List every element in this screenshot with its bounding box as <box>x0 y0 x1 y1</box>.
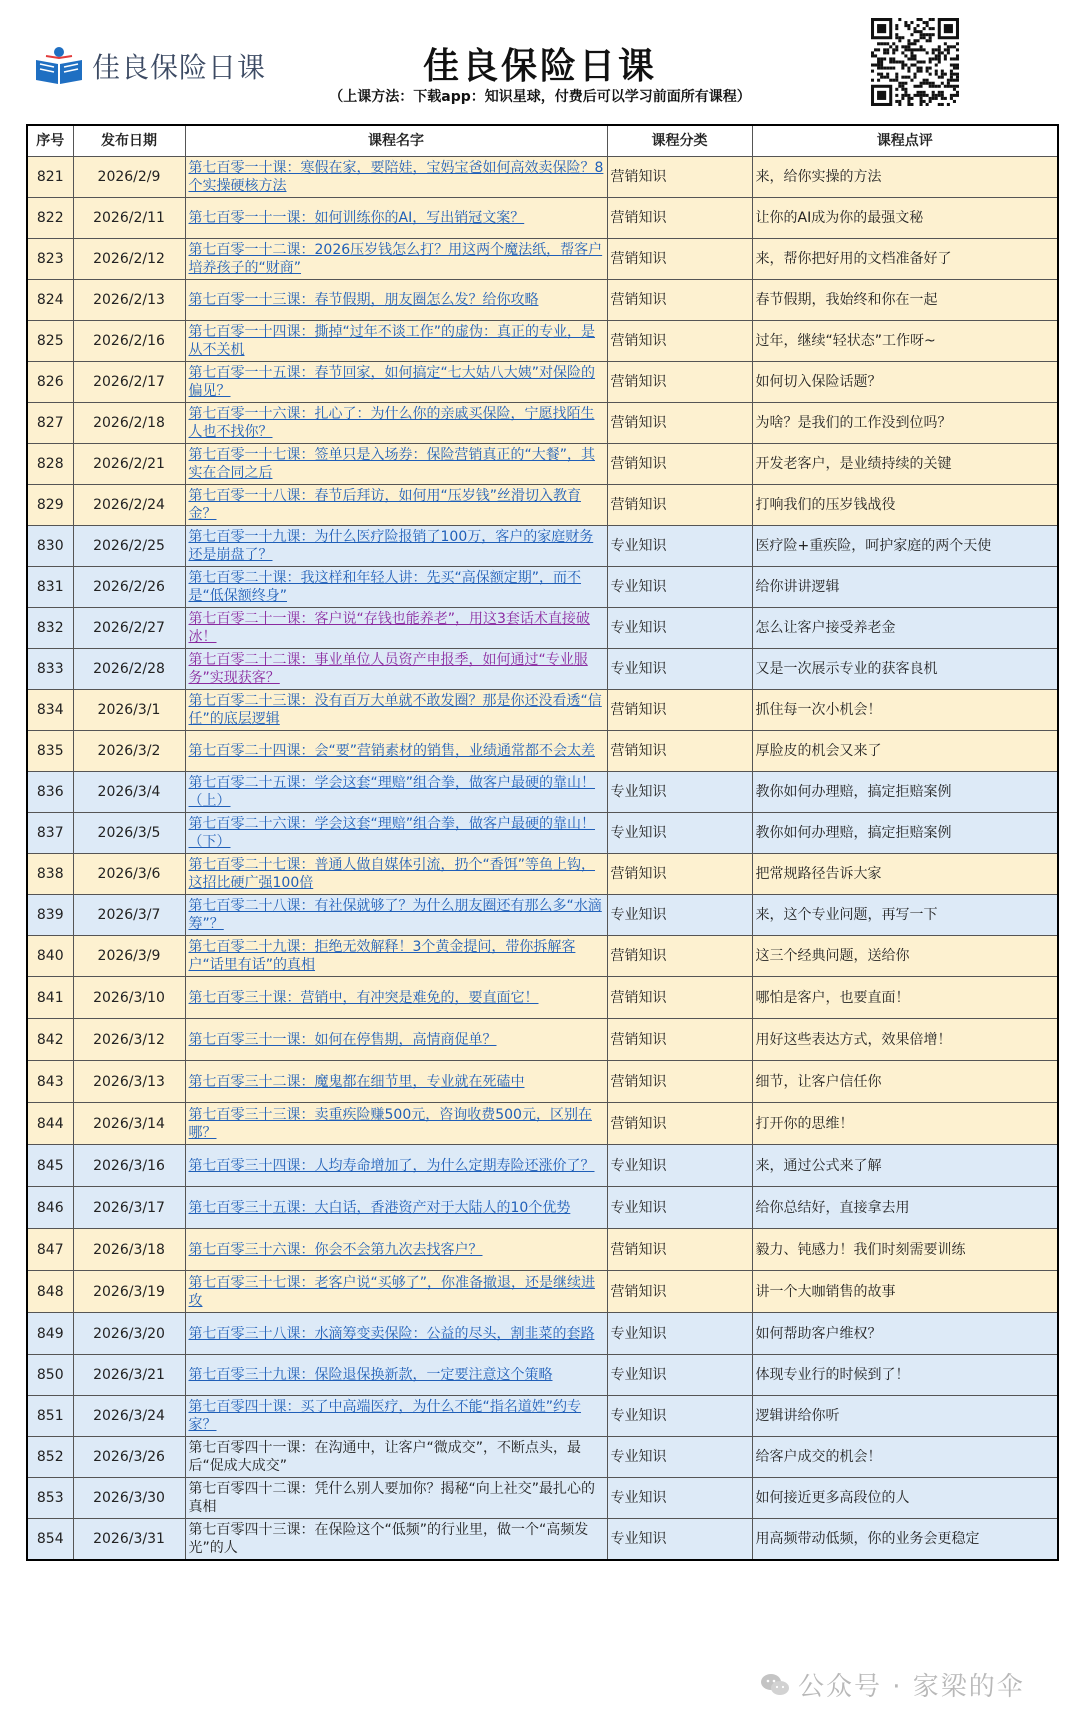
cell-course-name <box>185 321 607 362</box>
cell-no: 837 <box>27 813 73 854</box>
course-link[interactable]: 第七百零二十课：我这样和年轻人讲：先买“高保额定期”，而不是“低保额终身” <box>188 570 582 604</box>
cell-category: 营销知识 <box>607 690 752 731</box>
cell-comment: 把常规路径告诉大家 <box>752 854 1058 895</box>
cell-category: 专业知识 <box>607 1396 752 1437</box>
cell-category: 专业知识 <box>607 1313 752 1355</box>
cell-course-name <box>185 157 607 198</box>
cell-comment: 来，给你实操的方法 <box>752 157 1058 198</box>
cell-course-name <box>185 1519 607 1561</box>
cell-category: 营销知识 <box>607 1061 752 1103</box>
course-link[interactable]: 第七百零一十三课：春节假期，朋友圈怎么发？给你攻略 <box>188 292 539 308</box>
cell-no: 838 <box>27 854 73 895</box>
table-row <box>27 1187 1058 1229</box>
cell-no: 840 <box>27 936 73 977</box>
course-link[interactable]: 第七百零二十七课：普通人做自媒体引流，扔个“香饵”等鱼上钩，这招比硬广强100倍 <box>188 857 596 891</box>
cell-comment: 为啥？是我们的工作没到位吗？ <box>752 403 1058 444</box>
course-link[interactable]: 第七百零三十五课：大白话，香港资产对于大陆人的10个优势 <box>188 1199 571 1216</box>
cell-category: 营销知识 <box>607 362 752 403</box>
cell-comment: 厚脸皮的机会又来了 <box>752 731 1058 772</box>
course-link[interactable]: 第七百零一十四课：撕掉“过年不谈工作”的虚伪：真正的专业，是从不关机 <box>188 324 596 358</box>
course-link[interactable]: 第七百零一十八课：春节后拜访，如何用“压岁钱”丝滑切入教育金？ <box>188 488 582 522</box>
cell-course-name <box>185 1187 607 1229</box>
course-link[interactable]: 第七百零三十七课：老客户说“买够了”，你准备撤退，还是继续进攻 <box>188 1274 596 1309</box>
course-link[interactable]: 第七百零一十九课：为什么医疗险报销了100万，客户的家庭财务还是崩盘了？ <box>188 529 594 563</box>
course-link[interactable]: 第七百零一十二课：2026压岁钱怎么打？用这两个魔法纸，帮客户培养孩子的“财商” <box>188 242 603 276</box>
cell-date: 2026/3/24 <box>73 1396 185 1437</box>
cell-course-name <box>185 854 607 895</box>
course-link[interactable]: 第七百零三十一课：如何在停售期，高情商促单？ <box>188 1031 497 1048</box>
cell-date: 2026/2/17 <box>73 362 185 403</box>
table-row <box>27 1437 1058 1478</box>
table-row <box>27 1271 1058 1313</box>
table-row <box>27 854 1058 895</box>
cell-no: 822 <box>27 198 73 239</box>
table-row <box>27 1229 1058 1271</box>
cell-course-name <box>185 895 607 936</box>
table-row <box>27 526 1058 567</box>
cell-no: 824 <box>27 280 73 321</box>
cell-no: 825 <box>27 321 73 362</box>
table-row <box>27 1478 1058 1519</box>
cell-comment: 讲一个大咖销售的故事 <box>752 1271 1058 1313</box>
cell-date: 2026/2/18 <box>73 403 185 444</box>
wechat-icon <box>760 1672 790 1698</box>
cell-date: 2026/3/10 <box>73 977 185 1019</box>
course-link[interactable]: 第七百零三十六课：你会不会第九次去找客户？ <box>188 1241 483 1258</box>
cell-comment: 来，这个专业问题，再写一下 <box>752 895 1058 936</box>
cell-category: 专业知识 <box>607 895 752 936</box>
course-link[interactable]: 第七百零三十二课：魔鬼都在细节里，专业就在死磕中 <box>188 1073 525 1090</box>
cell-course-name <box>185 608 607 649</box>
cell-no: 832 <box>27 608 73 649</box>
cell-date: 2026/2/24 <box>73 485 185 526</box>
cell-comment: 如何帮助客户维权？ <box>752 1313 1058 1355</box>
cell-category: 专业知识 <box>607 567 752 608</box>
table-row <box>27 198 1058 239</box>
table-row <box>27 157 1058 198</box>
table-row <box>27 321 1058 362</box>
course-link[interactable]: 第七百零三十课：营销中，有冲突是难免的，要直面它！ <box>188 989 539 1006</box>
cell-date: 2026/3/6 <box>73 854 185 895</box>
cell-comment: 给你讲讲逻辑 <box>752 567 1058 608</box>
cell-course-name <box>185 444 607 485</box>
cell-comment: 过年，继续“轻状态”工作呀~ <box>752 321 1058 362</box>
cell-date: 2026/3/31 <box>73 1519 185 1561</box>
cell-comment: 打开你的思维！ <box>752 1103 1058 1145</box>
cell-category: 营销知识 <box>607 198 752 239</box>
table-row <box>27 1396 1058 1437</box>
cell-category: 营销知识 <box>607 731 752 772</box>
cell-course-name <box>185 1396 607 1437</box>
cell-date: 2026/3/20 <box>73 1313 185 1355</box>
course-name-text: 第七百零四十一课：在沟通中，让客户“微成交”，不断点头，最后“促成大成交” <box>188 1440 582 1474</box>
cell-no: 841 <box>27 977 73 1019</box>
cell-no: 852 <box>27 1437 73 1478</box>
cell-course-name <box>185 198 607 239</box>
course-link[interactable]: 第七百零三十四课：人均寿命增加了，为什么定期寿险还涨价了？ <box>188 1157 595 1174</box>
table-row <box>27 895 1058 936</box>
cell-course-name <box>185 936 607 977</box>
cell-comment: 如何接近更多高段位的人 <box>752 1478 1058 1519</box>
cell-course-name <box>185 1271 607 1313</box>
cell-no: 854 <box>27 1519 73 1561</box>
cell-no: 836 <box>27 772 73 813</box>
cell-no: 834 <box>27 690 73 731</box>
cell-date: 2026/3/17 <box>73 1187 185 1229</box>
cell-category: 营销知识 <box>607 403 752 444</box>
table-row <box>27 608 1058 649</box>
cell-comment: 医疗险+重疾险，呵护家庭的两个天使 <box>752 526 1058 567</box>
course-link[interactable]: 第七百零一十七课：签单只是入场券：保险营销真正的“大餐”，其实在合同之后 <box>188 447 596 481</box>
cell-comment: 给你总结好，直接拿去用 <box>752 1187 1058 1229</box>
cell-course-name <box>185 1478 607 1519</box>
table-header-row <box>27 125 1058 157</box>
cell-comment: 这三个经典问题，送给你 <box>752 936 1058 977</box>
course-link[interactable]: 第七百零二十三课：没有百万大单就不敢发圈？那是你还没看透“信任”的底层逻辑 <box>188 693 602 727</box>
table-row <box>27 649 1058 690</box>
cell-comment: 用高频带动低频，你的业务会更稳定 <box>752 1519 1058 1561</box>
cell-course-name <box>185 485 607 526</box>
cell-no: 827 <box>27 403 73 444</box>
cell-category: 营销知识 <box>607 1229 752 1271</box>
cell-date: 2026/3/1 <box>73 690 185 731</box>
cell-comment: 来，帮你把好用的文档准备好了 <box>752 239 1058 280</box>
cell-no: 839 <box>27 895 73 936</box>
cell-category: 专业知识 <box>607 1187 752 1229</box>
cell-comment: 给客户成交的机会！ <box>752 1437 1058 1478</box>
table-row <box>27 280 1058 321</box>
cell-date: 2026/2/16 <box>73 321 185 362</box>
cell-course-name <box>185 1355 607 1396</box>
cell-no: 850 <box>27 1355 73 1396</box>
course-name-text: 第七百零四十三课：在保险这个“低频”的行业里，做一个“高频发光”的人 <box>188 1522 589 1556</box>
table-row <box>27 239 1058 280</box>
cell-category: 营销知识 <box>607 485 752 526</box>
cell-course-name <box>185 1437 607 1478</box>
cell-course-name <box>185 1061 607 1103</box>
cell-category: 专业知识 <box>607 649 752 690</box>
cell-category: 专业知识 <box>607 813 752 854</box>
course-link[interactable]: 第七百零一十五课：春节回家，如何搞定“七大姑八大姨”对保险的偏见？ <box>188 365 596 399</box>
table-row <box>27 813 1058 854</box>
cell-no: 845 <box>27 1145 73 1187</box>
course-link[interactable]: 第七百零一十课：寒假在家，要陪娃，宝妈宝爸如何高效卖保险？8个实操硬核方法 <box>188 160 604 194</box>
page-header <box>0 0 1080 124</box>
cell-date: 2026/3/12 <box>73 1019 185 1061</box>
table-row <box>27 362 1058 403</box>
course-link[interactable]: 第七百零四十课：买了中高端医疗，为什么不能“指名道姓”约专家？ <box>188 1399 582 1433</box>
cell-course-name <box>185 403 607 444</box>
cell-course-name <box>185 977 607 1019</box>
cell-comment: 来，通过公式来了解 <box>752 1145 1058 1187</box>
table-row <box>27 444 1058 485</box>
cell-category: 营销知识 <box>607 1019 752 1061</box>
table-row <box>27 1019 1058 1061</box>
cell-no: 844 <box>27 1103 73 1145</box>
cell-no: 842 <box>27 1019 73 1061</box>
table-row <box>27 772 1058 813</box>
column-header-comment: 课程点评 <box>752 125 1058 157</box>
cell-date: 2026/3/9 <box>73 936 185 977</box>
cell-course-name <box>185 1229 607 1271</box>
cell-comment: 毅力、钝感力！我们时刻需要训练 <box>752 1229 1058 1271</box>
cell-comment: 细节，让客户信任你 <box>752 1061 1058 1103</box>
cell-course-name <box>185 280 607 321</box>
cell-no: 833 <box>27 649 73 690</box>
course-link[interactable]: 第七百零二十八课：有社保就够了？为什么朋友圈还有那么多“水滴筹”？ <box>188 898 602 932</box>
cell-category: 营销知识 <box>607 1103 752 1145</box>
cell-date: 2026/2/27 <box>73 608 185 649</box>
cell-comment: 教你如何办理赔，搞定拒赔案例 <box>752 813 1058 854</box>
cell-no: 851 <box>27 1396 73 1437</box>
cell-no: 847 <box>27 1229 73 1271</box>
logo-text: 佳良保险日课 <box>92 51 267 84</box>
cell-course-name <box>185 731 607 772</box>
cell-date: 2026/2/25 <box>73 526 185 567</box>
table-row <box>27 1313 1058 1355</box>
page-subtitle: （上课方法：下载app：知识星球，付费后可以学习前面所有课程） <box>329 89 751 105</box>
table-row <box>27 1061 1058 1103</box>
table-row <box>27 1145 1058 1187</box>
course-link[interactable]: 第七百零三十三课：卖重疾险赚500元，咨询收费500元，区别在哪？ <box>188 1106 592 1141</box>
course-link[interactable]: 第七百零二十四课：会“要”营销素材的销售，业绩通常都不会太差 <box>188 743 596 759</box>
cell-category: 营销知识 <box>607 1271 752 1313</box>
cell-date: 2026/2/13 <box>73 280 185 321</box>
table-row <box>27 567 1058 608</box>
cell-course-name <box>185 1103 607 1145</box>
page-title: 佳良保险日课 <box>422 46 657 87</box>
table-row <box>27 731 1058 772</box>
cell-date: 2026/3/26 <box>73 1437 185 1478</box>
cell-comment: 开发老客户，是业绩持续的关键 <box>752 444 1058 485</box>
cell-comment: 让你的AI成为你的最强文秘 <box>752 198 1058 239</box>
cell-comment: 抓住每一次小机会！ <box>752 690 1058 731</box>
course-link[interactable]: 第七百零二十九课：拒绝无效解释！3个黄金提问，带你拆解客户“话里有话”的真相 <box>188 939 576 973</box>
cell-date: 2026/2/11 <box>73 198 185 239</box>
cell-comment: 用好这些表达方式，效果倍增！ <box>752 1019 1058 1061</box>
cell-category: 营销知识 <box>607 239 752 280</box>
cell-category: 专业知识 <box>607 1145 752 1187</box>
cell-date: 2026/3/13 <box>73 1061 185 1103</box>
cell-course-name <box>185 649 607 690</box>
cell-category: 营销知识 <box>607 157 752 198</box>
cell-course-name <box>185 567 607 608</box>
cell-comment: 打响我们的压岁钱战役 <box>752 485 1058 526</box>
course-table <box>26 124 1059 1561</box>
cell-comment: 哪怕是客户，也要直面！ <box>752 977 1058 1019</box>
table-row <box>27 690 1058 731</box>
course-link[interactable]: 第七百零二十二课：事业单位人员资产申报季，如何通过“专业服务”实现获客？ <box>188 652 588 686</box>
cell-comment: 怎么让客户接受养老金 <box>752 608 1058 649</box>
cell-category: 专业知识 <box>607 1437 752 1478</box>
cell-date: 2026/3/14 <box>73 1103 185 1145</box>
cell-category: 专业知识 <box>607 772 752 813</box>
table-row <box>27 936 1058 977</box>
qr-code-icon <box>870 18 960 106</box>
table-row <box>27 1355 1058 1396</box>
cell-course-name <box>185 813 607 854</box>
cell-date: 2026/3/18 <box>73 1229 185 1271</box>
cell-no: 846 <box>27 1187 73 1229</box>
cell-course-name <box>185 362 607 403</box>
cell-course-name <box>185 1019 607 1061</box>
cell-date: 2026/2/26 <box>73 567 185 608</box>
cell-course-name <box>185 1313 607 1355</box>
cell-date: 2026/2/28 <box>73 649 185 690</box>
cell-course-name <box>185 526 607 567</box>
cell-no: 853 <box>27 1478 73 1519</box>
cell-comment: 逻辑讲给你听 <box>752 1396 1058 1437</box>
cell-category: 营销知识 <box>607 936 752 977</box>
column-header-date: 发布日期 <box>73 125 185 157</box>
cell-date: 2026/3/21 <box>73 1355 185 1396</box>
cell-no: 826 <box>27 362 73 403</box>
column-header-category: 课程分类 <box>607 125 752 157</box>
cell-no: 835 <box>27 731 73 772</box>
table-row <box>27 977 1058 1019</box>
cell-comment: 又是一次展示专业的获客良机 <box>752 649 1058 690</box>
watermark <box>760 1666 1025 1703</box>
cell-date: 2026/3/4 <box>73 772 185 813</box>
cell-category: 营销知识 <box>607 444 752 485</box>
cell-course-name <box>185 239 607 280</box>
cell-date: 2026/3/19 <box>73 1271 185 1313</box>
course-link[interactable]: 第七百零一十六课：扎心了：为什么你的亲戚买保险，宁愿找陌生人也不找你？ <box>188 406 595 440</box>
cell-date: 2026/3/16 <box>73 1145 185 1187</box>
cell-category: 专业知识 <box>607 1355 752 1396</box>
cell-category: 专业知识 <box>607 1478 752 1519</box>
course-link[interactable]: 第七百零三十八课：水滴筹变卖保险：公益的尽头，割韭菜的套路 <box>188 1325 595 1342</box>
cell-course-name <box>185 1145 607 1187</box>
column-header-no: 序号 <box>27 125 73 157</box>
table-row <box>27 403 1058 444</box>
table-row <box>27 1519 1058 1561</box>
cell-no: 829 <box>27 485 73 526</box>
cell-category: 营销知识 <box>607 280 752 321</box>
cell-category: 营销知识 <box>607 321 752 362</box>
cell-date: 2026/3/2 <box>73 731 185 772</box>
course-link[interactable]: 第七百零二十五课：学会这套“理赔”组合拳，做客户最硬的靠山！（上） <box>188 775 596 809</box>
cell-comment: 如何切入保险话题？ <box>752 362 1058 403</box>
cell-date: 2026/3/7 <box>73 895 185 936</box>
cell-no: 849 <box>27 1313 73 1355</box>
course-link[interactable]: 第七百零二十六课：学会这套“理赔”组合拳，做客户最硬的靠山！（下） <box>188 816 596 850</box>
cell-date: 2026/3/5 <box>73 813 185 854</box>
cell-no: 831 <box>27 567 73 608</box>
cell-category: 专业知识 <box>607 1519 752 1561</box>
cell-no: 828 <box>27 444 73 485</box>
cell-date: 2026/2/12 <box>73 239 185 280</box>
cell-no: 821 <box>27 157 73 198</box>
course-link[interactable]: 第七百零二十一课：客户说“存钱也能养老”，用这3套话术直接破冰！ <box>188 611 590 645</box>
cell-comment: 春节假期，我始终和你在一起 <box>752 280 1058 321</box>
cell-category: 营销知识 <box>607 854 752 895</box>
cell-comment: 教你如何办理赔，搞定拒赔案例 <box>752 772 1058 813</box>
cell-comment: 体现专业行的时候到了！ <box>752 1355 1058 1396</box>
cell-no: 823 <box>27 239 73 280</box>
course-link[interactable]: 第七百零三十九课：保险退保换新款，一定要注意这个策略 <box>188 1367 553 1383</box>
cell-date: 2026/3/30 <box>73 1478 185 1519</box>
cell-date: 2026/2/21 <box>73 444 185 485</box>
cell-no: 830 <box>27 526 73 567</box>
course-name-text: 第七百零四十二课：凭什么别人要加你？揭秘“向上社交”最扎心的真相 <box>188 1481 596 1515</box>
cell-course-name <box>185 690 607 731</box>
column-header-name: 课程名字 <box>185 125 607 157</box>
cell-no: 843 <box>27 1061 73 1103</box>
cell-date: 2026/2/9 <box>73 157 185 198</box>
cell-no: 848 <box>27 1271 73 1313</box>
table-row <box>27 485 1058 526</box>
watermark-text: 公众号 · 家梁的伞 <box>798 1672 1025 1702</box>
course-link[interactable]: 第七百零一十一课：如何训练你的AI，写出销冠文案？ <box>188 210 525 226</box>
cell-category: 专业知识 <box>607 608 752 649</box>
cell-course-name <box>185 772 607 813</box>
table-row <box>27 1103 1058 1145</box>
cell-category: 营销知识 <box>607 977 752 1019</box>
cell-category: 专业知识 <box>607 526 752 567</box>
